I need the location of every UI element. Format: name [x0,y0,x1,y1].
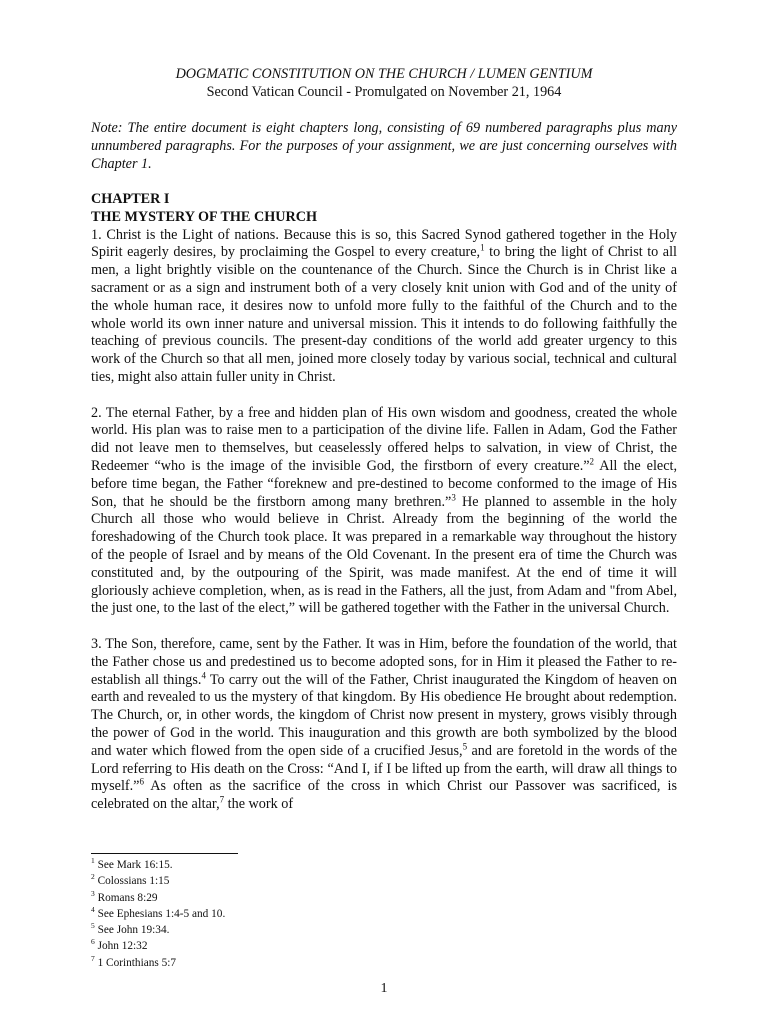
paragraph-2 [91,405,677,619]
footnote [91,890,491,906]
footnote [91,938,491,954]
footnote-text: See Mark 16:15. [94,859,173,871]
footnote-ref[interactable]: 5 [462,740,468,751]
paragraph-3 [91,636,677,814]
footnotes [91,857,491,971]
footnote-separator [91,853,238,854]
footnote [91,906,491,922]
footnote-ref[interactable]: 6 [139,776,144,787]
footnote-number: 6 [91,937,95,947]
footnote-ref[interactable]: 7 [219,794,225,805]
footnote-text: See John 19:34. [94,924,170,937]
paragraph-1 [91,227,677,387]
footnote-number: 3 [91,888,95,898]
chapter-number: CHAPTER I [91,191,170,207]
footnote-number: 4 [91,905,95,915]
page-number: 1 [380,981,388,996]
footnote-ref[interactable]: 3 [451,491,456,502]
paragraph-text: and are foretold in the words of the Lord referring to His death on the Cross: “And I, if I be lifted up from the earth, will draw all things to myself.” [91,742,677,795]
paragraph-text: To carry out the will of the Father, Christ inaugurated the Kingdom of heaven on earth and revealed to us the mystery of that kingdom. By His obedience He brought about redemption. The Church, or, in other words, the kingdom of Christ now present in mystery, grows visibly through the power of God in the world. This inauguration and this growth are both symbolized by the blood and water which flowed from the open side of a crucified Jesus, [91,671,677,759]
document-header [91,66,677,102]
paragraph-text: He planned to assemble in the holy Church all those who would believe in Christ. Already from the beginning of the world the foreshadowing of the Church took place. It was prepared in a remarkable way throughout the history of the people of Israel and by means of the Old Covenant. In the present era of time the Church was constituted and, by the outpouring of the Spirit, was made manifest. At the end of time it will gloriously achieve completion, when, as is read in the Fathers, all the just, from Adam and "from Abel, the just one, to the last of the elect,” will be gathered together with the Father in the universal Church. [91,493,677,617]
footnote [91,857,491,873]
paragraph-text: 1. Christ is the Light of nations. Because this is so, this Sacred Synod gathered together in the Holy Spirit eagerly desires, by proclaiming the Gospel to every creature, [91,226,677,261]
paragraph-text: 3. The Son, therefore, came, sent by the Father. It was in Him, before the foundation of the world, that the Father chose us and predestined us to become adopted sons, for in Him it pleased the Father to re-establish all things. [91,635,677,688]
footnote-text: Romans 8:29 [94,891,158,904]
document-subtitle: Second Vatican Council - Promulgated on November 21, 1964 [206,83,562,100]
footnote-ref[interactable]: 2 [589,456,595,467]
paragraph-text: the work of [224,796,294,813]
document-title: DOGMATIC CONSTITUTION ON THE CHURCH / LUMEN GENTIUM [175,66,593,82]
assignment-note: Note: The entire document is eight chapters long, consisting of 69 numbered paragraphs plus many unnumbered paragraphs. For the purposes of your assignment, we are just concerning ourselves with Chapter 1. [91,120,677,172]
footnote-text: John 12:32 [94,940,148,953]
footnote-number: 2 [91,872,95,882]
paragraph-text: to bring the light of Christ to all men, a light brightly visible on the countenance of the Church. Since the Church is in Christ like a sacrament or as a sign and instrument both of a very closely knit union with God and of the unity of the whole human race, it desires now to unfold more fully to the faithful of the Church and to the whole world its own inner nature and universal mission. This it intends to do following faithfully the teaching of previous councils. The present-day conditions of the world add greater urgency to this work of the Church so that all men, joined more closely today by various social, technical and cultural ties, might also attain fuller unity in Christ. [91,244,677,385]
paragraph-text: All the elect, before time began, the Father “foreknew and pre-destined to become conformed to the image of His Son, that he should be the firstborn among many brethren.” [91,457,678,510]
paragraph-text: 2. The eternal Father, by a free and hidden plan of His own wisdom and goodness, created the whole world. His plan was to raise men to a participation of the divine life. Fallen in Adam, God the Father did not leave men to themselves, but ceaselessly offered helps to salvation, in view of Christ, the Redeemer “who is the image of the invisible God, the firstborn of every creature.” [91,404,677,474]
footnote-text: See Ephesians 1:4-5 and 10. [94,907,226,920]
footnote [91,922,491,938]
footnote-number: 1 [91,856,95,866]
footnote [91,873,491,889]
footnote-number: 5 [91,921,95,931]
chapter-title: THE MYSTERY OF THE CHURCH [91,208,318,225]
footnote-ref[interactable]: 4 [201,669,206,680]
footnote-number: 7 [91,954,95,964]
footnote [91,955,491,971]
footnote-text: Colossians 1:15 [94,875,170,888]
footnote-text: 1 Corinthians 5:7 [94,956,177,969]
paragraph-text: As often as the sacrifice of the cross in which Christ our Passover was sacrificed, is celebrated on the altar, [91,778,677,813]
chapter-body [91,191,677,832]
footnote-ref[interactable]: 1 [480,242,485,253]
